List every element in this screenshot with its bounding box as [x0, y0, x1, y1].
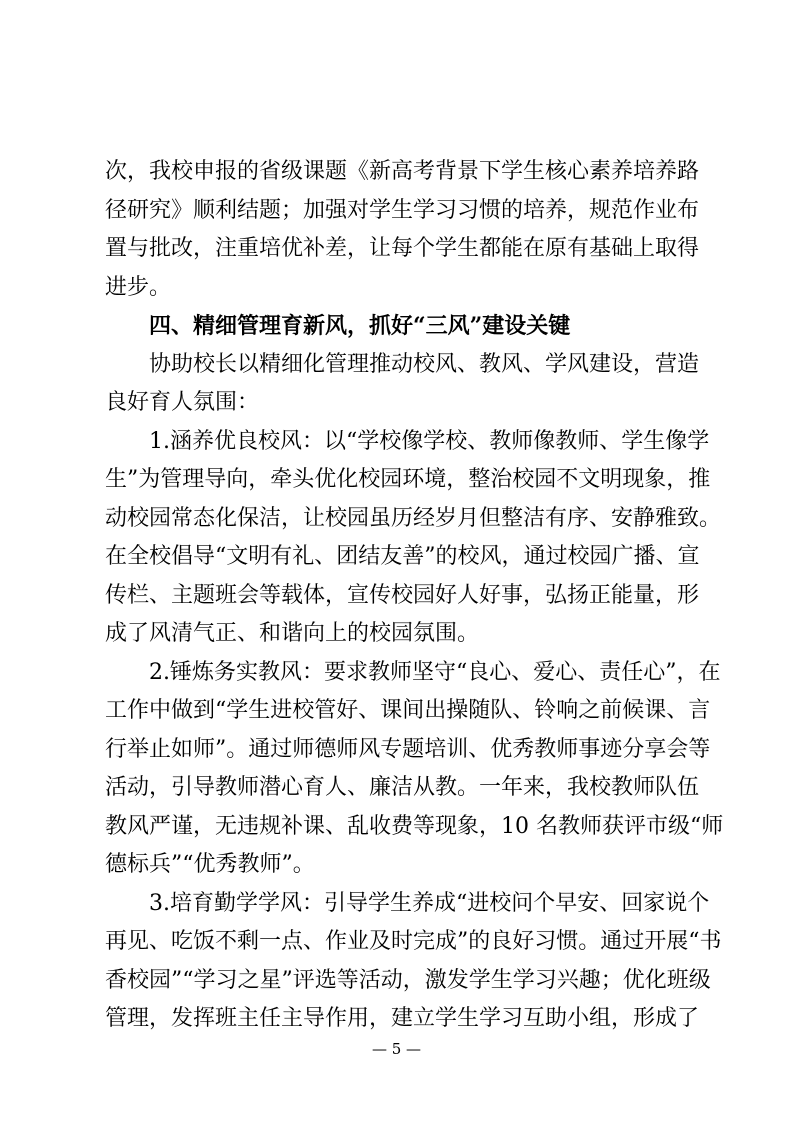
text-line: 置与批改，注重培优补差，让每个学生都能在原有基础上取得	[105, 236, 700, 261]
text-line: 再见、吃饭不剩一点、作业及时完成”的良好习惯。通过开展“书	[105, 929, 722, 954]
text-line: 德标兵”“优秀教师”。	[105, 852, 315, 877]
text-line: 成了风清气正、和谐向上的校园氛围。	[105, 621, 480, 646]
text-line: 次，我校申报的省级课题《新高考背景下学生核心素养培养路	[105, 159, 700, 184]
text-line: 动校园常态化保洁，让校园虽历经岁月但整洁有序、安静雅致。	[105, 505, 722, 531]
text-line: 活动，引导教师潜心育人、廉洁从教。一年来，我校教师队伍	[105, 775, 700, 800]
text-line: 2.锤炼务实教风：要求教师坚守“良心、爱心、责任心”，在	[149, 659, 721, 685]
text-line: 工作中做到“学生进校管好、课间出操随队、铃响之前候课、言	[105, 698, 711, 723]
text-line: 在全校倡导“文明有礼、团结友善”的校风，通过校园广播、宣	[105, 544, 700, 569]
page-number: — 5 —	[371, 1040, 422, 1058]
text-line: 教风严谨，无违规补课、乱收费等现象，10 名教师获评市级“师	[105, 813, 724, 839]
text-line: 传栏、主题班会等载体，宣传校园好人好事，弘扬正能量，形	[105, 582, 700, 608]
text-line: 协助校长以精细化管理推动校风、教风、学风建设，营造	[149, 351, 700, 377]
text-line: 1.涵养优良校风：以“学校像学校、教师像教师、学生像学	[149, 428, 710, 454]
text-line: 管理，发挥班主任主导作用，建立学生学习互助小组，形成了	[105, 1006, 700, 1031]
text-line: 径研究》顺利结题；加强对学生学习习惯的培养，规范作业布	[105, 197, 700, 223]
text-line: 3.培育勤学学风：引导学生养成“进校问个早安、回家说个	[149, 890, 710, 916]
section-heading: 四、精细管理育新风，抓好“三风”建设关键	[149, 313, 571, 339]
text-line: 良好育人氛围：	[105, 390, 260, 415]
text-line: 行举止如师”。通过师德师风专题培训、优秀教师事迹分享会等	[105, 736, 711, 762]
text-line: 进步。	[105, 274, 172, 300]
body-text	[105, 153, 724, 1039]
text-line: 香校园”“学习之星”评选等活动，激发学生学习兴趣；优化班级	[105, 967, 711, 993]
text-line: 生”为管理导向，牵头优化校园环境，整治校园不文明现象，推	[105, 467, 711, 492]
